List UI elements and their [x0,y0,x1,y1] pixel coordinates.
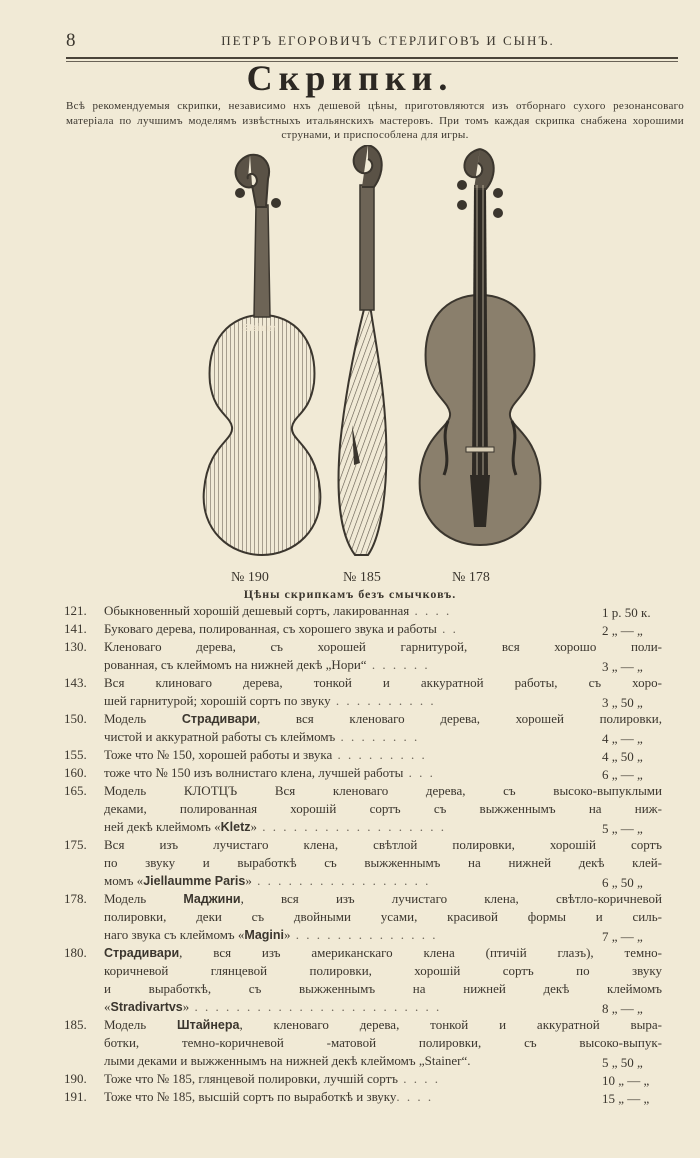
item-description-line [104,836,662,854]
description-text: » [284,927,291,942]
dot-leader: . . . . [398,1071,440,1086]
description-text: чистой и аккуратной работы съ клеймомъ [104,729,336,744]
item-number: 165. [64,783,87,798]
item-description-line [104,800,662,818]
violin-back-view [204,155,321,555]
description-text: лыми деками и выжженнымъ на нижней декѣ клеймомъ „Stainer“. [104,1053,471,1068]
item-description-line [104,1088,662,1106]
description-text: , вся изъ американскаго клена (птичій глазъ), темно- [179,945,662,960]
item-price: 7 „ — „ [602,929,643,944]
item-description-line [104,638,662,656]
price-list [64,602,684,1106]
item-description-line [104,980,662,998]
intro-paragraph: Всѣ рекомендуемыя скрипки, независимо нхъ дешевой цѣны, приготовляются изъ отборнаго сухого резонансоваго матеріала по лучшимъ моделямъ извѣстныхъ итальянскихъ мастеровъ. При томъ каждая скрипка снабжена хорошими струнами, и приспособлена для игры. [66,100,684,141]
item-description-line [104,728,662,746]
dot-leader: . . . . [409,603,452,618]
description-text: Тоже что № 185, глянцевой полировки, лучшій сортъ [104,1071,398,1086]
model-name: Stradivartvs [110,1000,183,1014]
item-description-line [104,818,662,836]
item-price: 8 „ — „ [602,1001,643,1016]
item-description-line [104,1070,662,1088]
item-description-line [104,1016,662,1034]
description-text: Модель [104,1017,178,1032]
item-description-line [104,764,662,782]
item-description-line [104,692,662,710]
dot-leader: . . . . . . . . . . . . . . . . . [251,873,431,888]
description-text: » [250,819,258,834]
description-text: Кленоваго дерева, съ хорошей гарнитурой, вся хорошо поли- [104,639,662,654]
model-name: Kletz [220,820,251,834]
item-price: 5 „ — „ [602,821,643,836]
item-description-line [104,926,662,944]
price-list-item [64,1070,684,1088]
item-description-line [104,674,662,692]
price-list-item [64,890,684,944]
caption-190: № 190 [231,570,269,585]
item-description-line [104,998,662,1016]
dot-leader: . . . . . . . . . . . . . . [290,927,438,942]
item-number: 190. [64,1071,87,1086]
section-title: Скрипки. [246,58,454,98]
item-number: 178. [64,891,87,906]
running-title: ПЕТРЪ ЕГОРОВИЧЪ СТЕРЛИГОВЪ И СЫНЪ. [221,33,555,48]
model-name: Страдивари [104,946,180,960]
price-list-item [64,710,684,746]
description-text: ботки, темно-коричневой -матовой полировки, съ высоко-выпук- [104,1035,662,1050]
dot-leader: . . . . . . [366,657,430,672]
violin-front-view [420,149,541,545]
caption-178: № 178 [452,570,490,585]
description-text: момъ « [104,873,144,888]
item-number: 143. [64,675,87,690]
item-number: 121. [64,603,87,618]
item-description-line [104,1052,662,1070]
price-list-item [64,1016,684,1070]
dot-leader: . . [436,621,458,636]
maker-stamp: Stainer [242,323,276,334]
description-text: Буковаго дерева, полированная, съ хорошего звука и работы [104,621,437,636]
model-name: Magini [244,928,284,942]
item-description-line [104,746,662,764]
caption-185: № 185 [343,570,381,585]
dot-leader: . . . . . . . . . [332,747,427,762]
dot-leader: . . . . . . . . . . [330,693,436,708]
description-text: , вся изъ лучистаго клена, свѣтло-коричневой [240,891,662,906]
item-price: 10 „ — „ [602,1073,650,1088]
description-text: Модель [104,711,182,726]
item-description-line [104,944,662,962]
price-list-item [64,1088,684,1106]
item-description-line [104,854,662,872]
item-description-line [104,620,662,638]
description-text: по звуку и выработкѣ съ выжженнымъ на нижней декѣ клей- [104,855,662,870]
item-price: 1 р. 50 к. [602,605,651,620]
item-number: 160. [64,765,87,780]
description-text: Тоже что № 150, хорошей работы и звука [104,747,333,762]
item-number: 141. [64,621,87,636]
description-text: Тоже что № 185, высшій сортъ по выработкѣ и звуку [104,1089,397,1104]
description-text: Обыкновенный хорошій дешевый сортъ, лакированная [104,603,410,618]
description-text: « [104,999,111,1014]
item-price: 5 „ 50 „ [602,1055,643,1070]
description-text: ней декѣ клеймомъ « [104,819,221,834]
item-description-line [104,602,662,620]
price-list-item [64,638,684,674]
item-price: 6 „ — „ [602,767,643,782]
description-text: » [245,873,252,888]
description-text: коричневой глянцевой полировки, хорошій сортъ по звуку [104,963,662,978]
description-text: полировки, деки съ двойными усами, красивой формы и силь- [104,909,662,924]
item-price: 15 „ — „ [602,1091,650,1106]
dot-leader: . . . . . . . . [335,729,420,744]
description-text: шей гарнитурой; хорошій сортъ по звуку [104,693,331,708]
description-text: Модель [104,891,184,906]
item-price: 3 „ 50 „ [602,695,643,710]
description-text: Вся клиноваго дерева, тонкой и аккуратной работы, съ хоро- [104,675,662,690]
description-text: Вся изъ лучистаго клена, свѣтлой полировки, хорошій сортъ [104,837,662,852]
description-text: наго звука съ клеймомъ « [104,927,245,942]
price-list-item [64,602,684,620]
description-text: деками, полированная хорошій сортъ съ выжженнымъ на ниж- [104,801,662,816]
item-price: 6 „ 50 „ [602,875,643,890]
description-text: » [182,999,190,1014]
item-number: 191. [64,1089,87,1104]
item-number: 130. [64,639,87,654]
item-description-line [104,1034,662,1052]
violins-illustration [190,145,550,565]
model-name: Штайнера [177,1018,240,1032]
price-list-item [64,674,684,710]
item-price: 2 „ — „ [602,623,643,638]
description-text: рованная, съ клеймомъ на нижней декѣ „Нори“ [104,657,367,672]
price-list-item [64,836,684,890]
dot-leader: . . . [403,765,435,780]
item-number: 175. [64,837,87,852]
dot-leader: . . . . . . . . . . . . . . . . . . . . . . . . [189,999,442,1014]
dot-leader: . . . . [396,1089,434,1104]
page-header [66,30,678,60]
item-description-line [104,872,662,890]
violin-side-view [339,145,387,555]
item-description-line [104,890,662,908]
description-text: , вся кленоваго дерева, хорошей полировки, [257,711,662,726]
item-price: 3 „ — „ [602,659,643,674]
item-price: 4 „ — „ [602,731,643,746]
item-number: 180. [64,945,87,960]
model-name: Страдивари [181,712,257,726]
item-description-line [104,908,662,926]
price-list-item [64,620,684,638]
price-list-item [64,944,684,1016]
description-text: Модель КЛОТЦЪ Вся кленоваго дерева, съ высоко-выпуклыми [104,783,662,798]
item-description-line [104,656,662,674]
price-list-item [64,746,684,764]
prices-heading: Цѣны скрипкамъ безъ смычковъ. [243,587,457,601]
item-number: 185. [64,1017,87,1032]
price-list-item [64,782,684,836]
item-description-line [104,962,662,980]
item-price: 4 „ 50 „ [602,749,643,764]
page-number: 8 [66,30,76,51]
model-name: Jiellaumme Paris [143,874,246,888]
price-list-item [64,764,684,782]
description-text: , кленоваго дерева, тонкой и аккуратной выра- [239,1017,662,1032]
description-text: тоже что № 150 изъ волнистаго клена, лучшей работы [104,765,404,780]
description-text: и выработкѣ, съ выжженнымъ на нижней декѣ клеймомъ [104,981,662,996]
dot-leader: . . . . . . . . . . . . . . . . . . [257,819,447,834]
model-name: Маджини [183,892,241,906]
item-number: 150. [64,711,87,726]
item-description-line [104,782,662,800]
item-number: 155. [64,747,87,762]
item-description-line [104,710,662,728]
illustration-captions [150,570,550,588]
